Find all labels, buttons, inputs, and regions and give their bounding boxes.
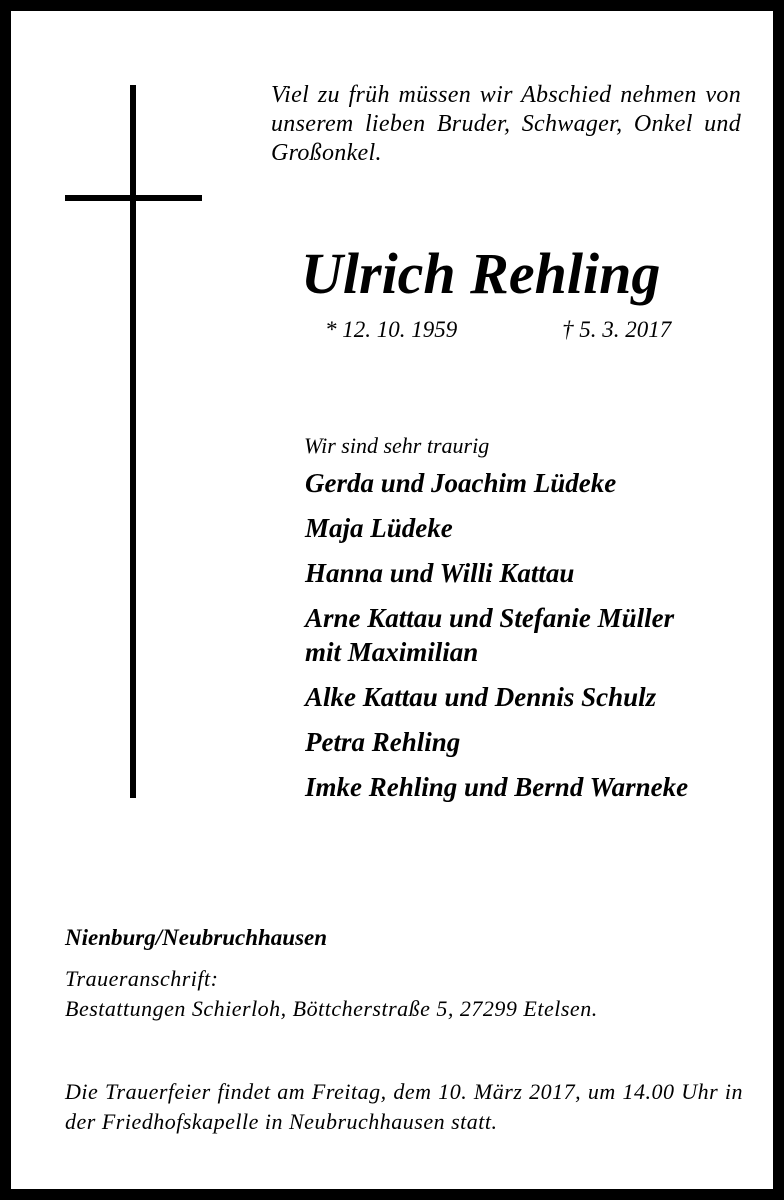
mourner-item: Imke Rehling und Bernd Warneke [305, 772, 689, 802]
birth-date: * 12. 10. 1959 [325, 317, 458, 342]
cross-horizontal-bar [65, 195, 202, 201]
mourner-item: Maja Lüdeke [305, 513, 453, 543]
mourner-item: Alke Kattau und Dennis Schulz [305, 682, 657, 712]
mourner-item: Hanna und Willi Kattau [305, 558, 575, 588]
address-label: Traueranschrift: [65, 966, 219, 991]
mourners-list [305, 466, 755, 815]
mourner-item: Arne Kattau und Stefanie Müller mit Maximilian [305, 603, 675, 667]
mourning-line: Wir sind sehr traurig [304, 433, 490, 458]
mourner-item: Gerda und Joachim Lüdeke [305, 468, 617, 498]
cross-vertical-bar [130, 85, 136, 798]
address-text: Bestattungen Schierloh, Böttcherstraße 5, 27299 Etelsen. [65, 996, 598, 1021]
intro-text: Viel zu früh müssen wir Abschied nehmen von unserem lieben Bruder, Schwager, Onkel und Großonkel. [271, 82, 741, 166]
death-date: † 5. 3. 2017 [562, 317, 672, 342]
deceased-name: Ulrich Rehling [301, 241, 661, 306]
funeral-notice: Die Trauerfeier findet am Freitag, dem 10. März 2017, um 14.00 Uhr in der Friedhofskapelle in Neubruchhausen statt. [65, 1079, 743, 1134]
mourner-item: Petra Rehling [305, 727, 461, 757]
place-line: Nienburg/Neubruchhausen [65, 925, 328, 950]
